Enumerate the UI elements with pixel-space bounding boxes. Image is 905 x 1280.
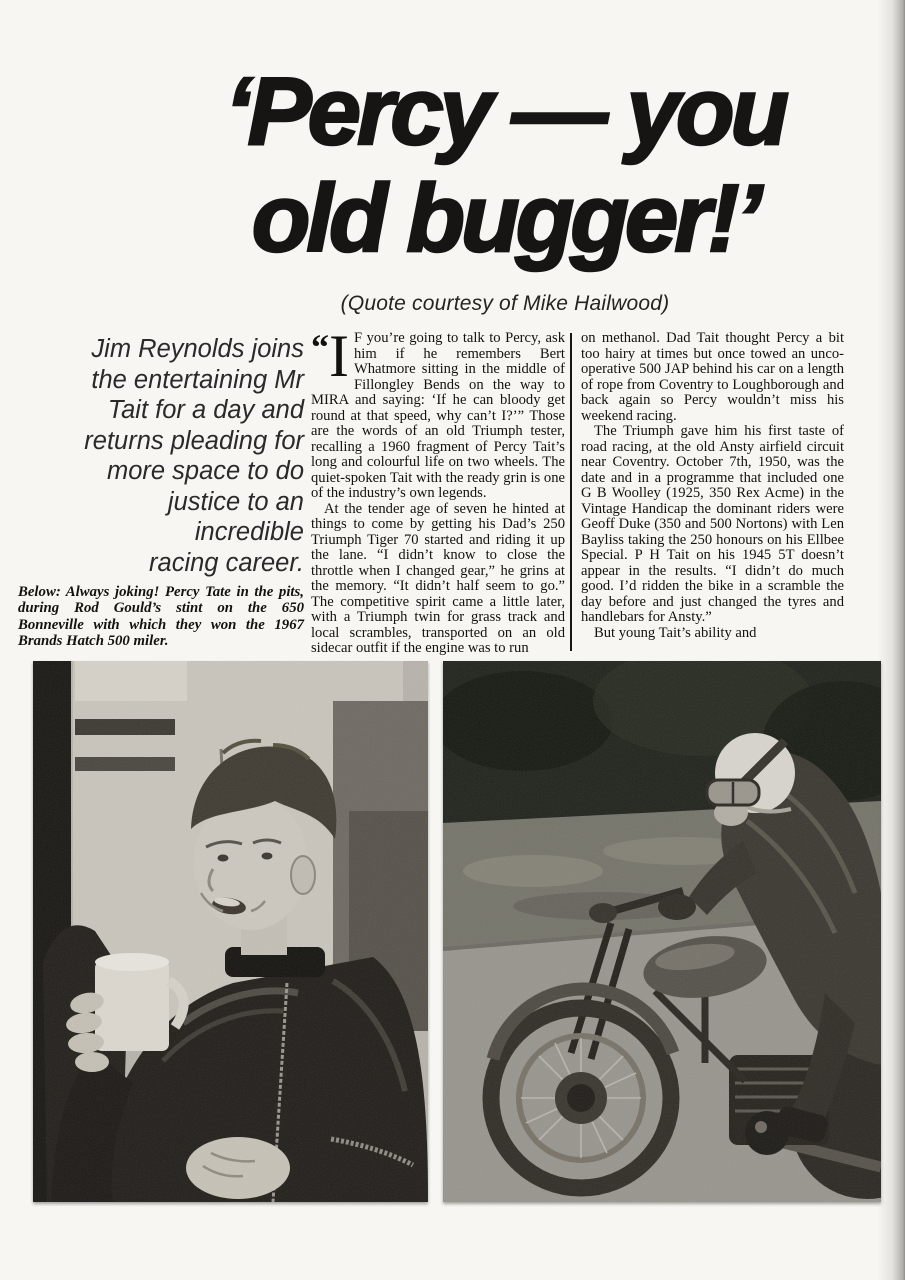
standfirst-line: the entertaining Mr: [91, 365, 304, 394]
standfirst-line: incredible: [194, 518, 304, 546]
body-paragraph-5: But young Tait’s ability and: [594, 624, 757, 641]
standfirst-line: more space to do: [106, 457, 304, 485]
column-divider-rule: [570, 333, 572, 651]
body-paragraph-4: The Triumph gave him his first taste of road racing, at the old Ansty airfield circuit near Coventry. October 7th, 1950, was the date and in a programme that included one G B Woolley (1925, 350 Rex Acme) in the Vintage Handicap the dominant riders were Geoff Duke (350 and 500 Nortons) with Len Bayliss taking the 250 honours on his Ellbee Special. P H Tait on his 1945 5T doesn’t appear in the results. “I didn’t do much good. I’d ridden the bike in a scramble the day before and just changed the tyres and handlebars for Ansty.”: [581, 423, 844, 625]
standfirst-line: justice to an: [167, 487, 304, 516]
body-paragraph-1-text: F you’re going to talk to Percy, ask him if he remembers Bert Whatmore sitting in the middle of Fillongley Bends on the way to MIRA and saying: ‘If he can bloody get round at that speed, why can’t I?’” Those are the words of an old Triumph tester, recalling a 1960 fragment of Percy Tait’s long and colourful life on two wheels. The quiet-spoken Tait with the ready grin is one of the industry’s own legends.: [311, 330, 565, 501]
headline: [110, 58, 900, 272]
body-paragraph-2: At the tender age of seven he hinted at things to come by getting his Dad’s 250 Triumph Tiger 70 started and riding it up the lane. “I didn’t know to close the throttle when I changed gear,” he grins at the memory. “It didn’t half seem to go.” The competitive spirit came a little later, with a Triumph twin for grass track and local scrambles, transported on an old sidecar outfit if the engine was to run: [311, 500, 565, 656]
racer-photo-illustration: [443, 661, 881, 1202]
standfirst-line: Tait for a day and: [107, 396, 304, 424]
body-paragraph-1: [311, 323, 565, 502]
quote-credit: (Quote courtesy of Mike Hailwood): [340, 292, 670, 315]
opening-quote-mark: “: [311, 327, 327, 367]
standfirst-line: Jim Reynolds joins: [91, 335, 304, 363]
body-column-middle: [311, 323, 565, 657]
photo-percy-tait-with-mug: [33, 661, 428, 1202]
percy-photo-illustration: [33, 661, 428, 1202]
film-grain-overlay: [443, 661, 881, 1202]
body-paragraph-3: on methanol. Dad Tait thought Percy a bit too hairy at times but once towed an unco-operative 500 JAP behind his car on a length of rope from Coventry to Loughborough and back again so Percy wouldn’t miss his weekend racing.: [581, 330, 844, 424]
headline-line-2: old bugger!’: [251, 165, 759, 272]
photo-caption: Below: Always joking! Percy Tate in the pits, during Rod Gould’s stint on the 650 Bonneville with which they won the 1967 Brands Hatch 500 miler.: [18, 584, 304, 650]
film-grain-overlay: [33, 661, 428, 1202]
body-column-right: [581, 331, 844, 641]
headline-line-1: ‘Percy — you: [224, 58, 786, 165]
photo-racer-on-triumph: [443, 661, 881, 1202]
standfirst: [20, 334, 304, 578]
drop-cap: I: [329, 323, 349, 389]
standfirst-line: returns pleading for: [84, 426, 304, 455]
standfirst-line: racing career.: [149, 548, 304, 577]
